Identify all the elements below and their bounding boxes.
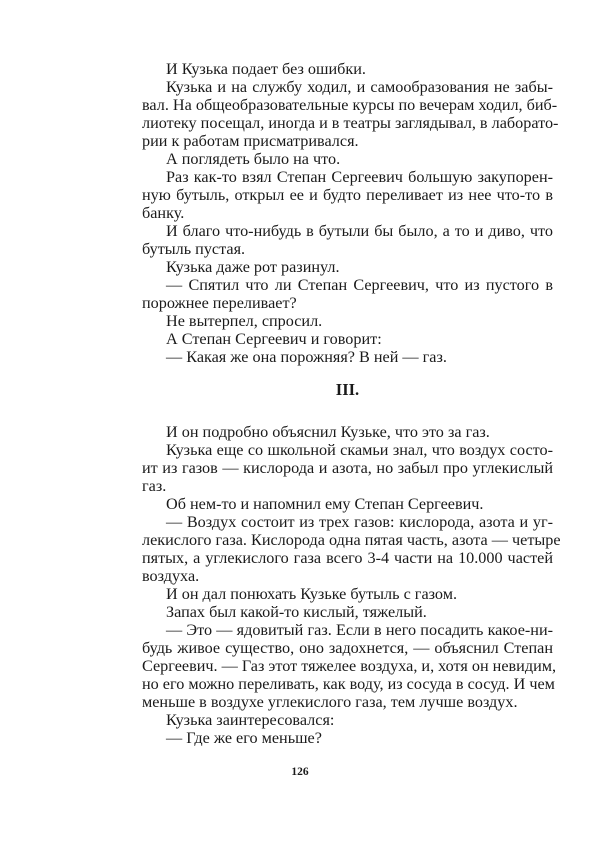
- paragraph: [142, 729, 553, 747]
- section-after: [142, 423, 561, 747]
- text-line: — Спятил что ли Степан Сергеевич, что из пустого в: [166, 276, 553, 294]
- text-line: А поглядеть было на что.: [166, 150, 341, 168]
- paragraph: [142, 150, 553, 168]
- text-line: Кузька даже рот разинул.: [166, 258, 340, 276]
- text-line: банку.: [142, 204, 185, 222]
- text-line: меньше в воздухе углекислого газа, тем лучше воздух.: [142, 693, 518, 711]
- paragraph: [142, 621, 557, 711]
- text-line: порожнее переливает?: [142, 294, 297, 312]
- text-line: Кузька и на службу ходил, и самообразования не забы-: [166, 78, 553, 96]
- paragraph: [142, 312, 553, 330]
- text-line: бутыль пустая.: [142, 240, 246, 258]
- paragraph: [142, 60, 553, 78]
- paragraph: [142, 711, 553, 729]
- paragraph: [142, 330, 553, 348]
- paragraph: [142, 276, 553, 312]
- text-line: А Степан Сергеевич и говорит:: [166, 330, 382, 348]
- text-line: ит из газов — кислорода и азота, но забыл про углекислый: [142, 459, 553, 477]
- text-line: Запах был какой-то кислый, тяжелый.: [166, 603, 427, 621]
- paragraph: [142, 222, 553, 258]
- text-line: Сергеевич. — Газ этот тяжелее воздуха, и, хотя он невидим,: [142, 657, 557, 675]
- paragraph: [142, 168, 553, 222]
- page-number: 126: [291, 766, 309, 778]
- text-line: воздуха.: [142, 567, 200, 585]
- text-line: Об нем-то и напомнил ему Степан Сергеевич.: [166, 495, 484, 513]
- paragraph: [142, 603, 553, 621]
- text-line: Раз как-то взял Степан Сергеевич большую закупорен-: [166, 168, 553, 186]
- text-line: И Кузька подает без ошибки.: [166, 60, 366, 78]
- text-line: лиотеку посещал, иногда и в театры заглядывал, в лаборато-: [142, 114, 559, 132]
- text-line: но его можно переливать, как воду, из сосуда в сосуд. И чем: [142, 675, 555, 693]
- text-line: пятых, а углекислого газа всего 3-4 части на 10.000 частей: [142, 549, 553, 567]
- text-line: И благо что-нибудь в бутыли бы было, а то и диво, что: [166, 222, 553, 240]
- text-line: — Какая же она порожняя? В ней — газ.: [166, 348, 447, 366]
- text-line: Не вытерпел, спросил.: [166, 312, 323, 330]
- chapter-heading: III.: [335, 380, 360, 399]
- page-body: [142, 60, 561, 747]
- text-line: — Где же его меньше?: [166, 729, 322, 747]
- paragraph: [142, 78, 559, 150]
- paragraph: [142, 423, 553, 441]
- text-line: И он дал понюхать Кузьке бутыль с газом.: [166, 585, 458, 603]
- paragraph: [142, 585, 553, 603]
- text-line: газ.: [142, 477, 167, 495]
- text-line: будь живое существо, оно задохнется, — объяснил Степан: [142, 639, 553, 657]
- paragraph: [142, 258, 553, 276]
- text-line: И он подробно объяснил Кузьке, что это за газ.: [166, 423, 490, 441]
- paragraph: [142, 441, 553, 495]
- text-line: Кузька еще со школьной скамьи знал, что воздух состо-: [166, 441, 553, 459]
- text-line: — Воздух состоит из трех газов: кислорода, азота и уг-: [166, 513, 553, 531]
- text-line: рии к работам присматривался.: [142, 132, 359, 150]
- text-line: вал. На общеобразовательные курсы по вечерам ходил, биб-: [142, 96, 558, 114]
- text-line: лекислого газа. Кислорода одна пятая часть, азота — четыре: [142, 531, 561, 549]
- text-line: — Это — ядовитый газ. Если в него посадить какое-ни-: [166, 621, 553, 639]
- paragraph: [142, 495, 553, 513]
- section-before: [142, 60, 559, 366]
- text-line: ную бутыль, открыл ее и будто переливает из нее что-то в: [142, 186, 553, 204]
- text-line: Кузька заинтересовался:: [166, 711, 335, 729]
- paragraph: [142, 348, 553, 366]
- paragraph: [142, 513, 561, 585]
